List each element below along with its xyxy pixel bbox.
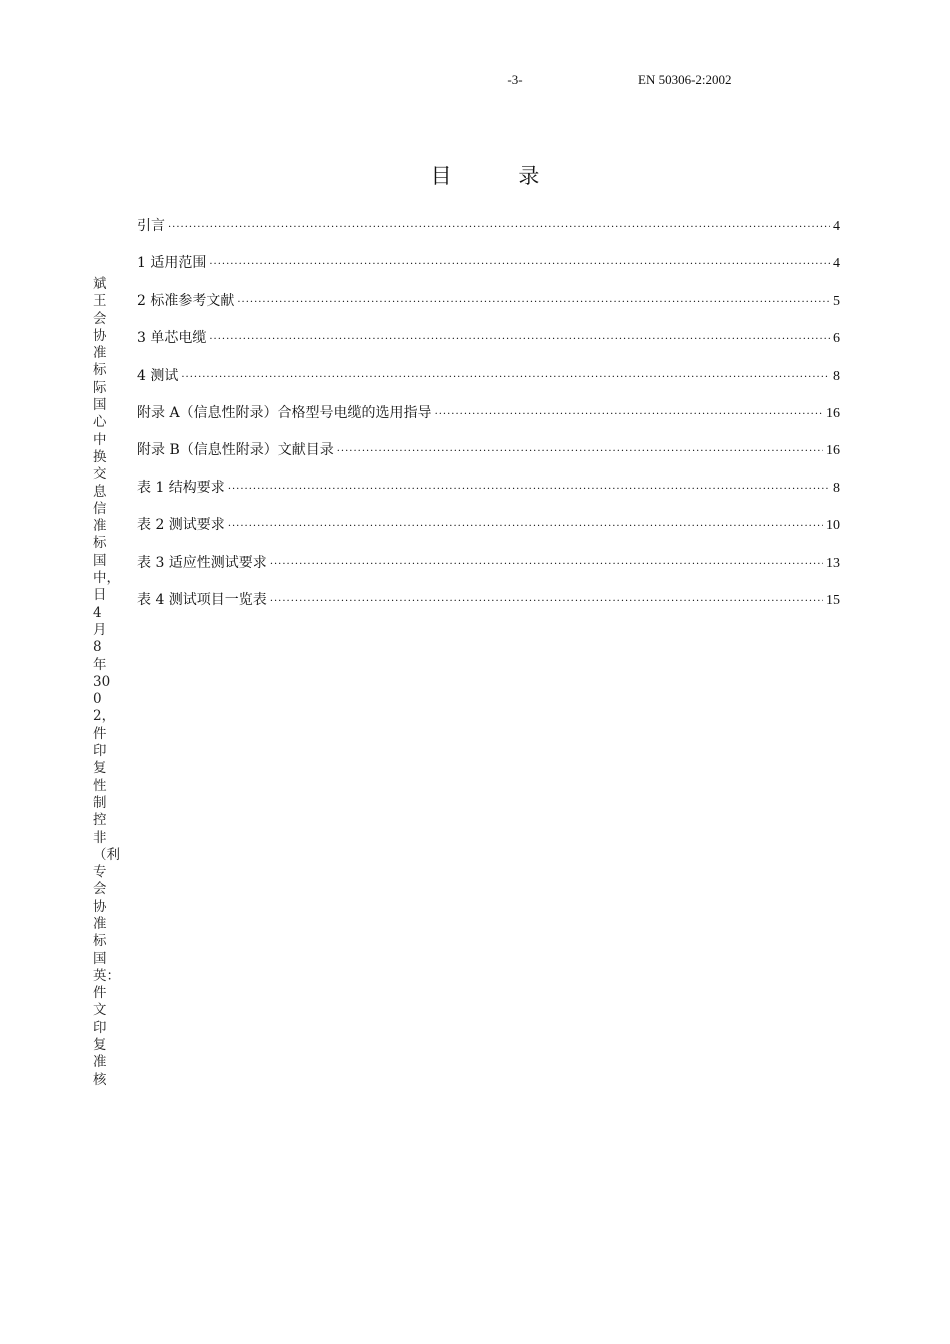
toc-entry[interactable] bbox=[137, 291, 840, 328]
toc-entry-label: 表 2 测试要求 bbox=[137, 517, 225, 534]
toc-entry-label: 表 1 结构要求 bbox=[137, 479, 225, 496]
toc-entry-label: 2 标准参考文献 bbox=[137, 292, 235, 309]
standard-id: EN 50306-2:2002 bbox=[638, 72, 732, 87]
toc-dot-leader bbox=[270, 592, 823, 612]
toc-entry-page: 8 bbox=[833, 368, 840, 384]
toc-entry[interactable] bbox=[137, 590, 840, 627]
toc-entry[interactable] bbox=[137, 553, 840, 590]
toc-entry-page: 16 bbox=[826, 405, 840, 421]
toc-entry[interactable] bbox=[137, 478, 840, 515]
toc-entry-page: 5 bbox=[833, 293, 840, 309]
toc-dot-leader bbox=[209, 330, 830, 350]
toc-entry[interactable] bbox=[137, 515, 840, 552]
toc-entry[interactable] bbox=[137, 366, 840, 403]
toc-entry-label: 1 适用范围 bbox=[137, 255, 207, 272]
toc-entry-label: 4 测试 bbox=[137, 367, 179, 384]
toc-entry-label: 表 4 测试项目一览表 bbox=[137, 591, 267, 608]
toc-entry-page: 16 bbox=[826, 443, 840, 459]
toc-dot-leader bbox=[181, 368, 830, 388]
side-watermark-stamp: 斌王 会协准标际国心中换交息信准标国中，日4月8年3002，件印复性制控非（利专会协准标国英：件文印复准核 bbox=[93, 276, 120, 1088]
toc-list bbox=[137, 216, 840, 627]
toc-entry-label: 附录 B（信息性附录）文献目录 bbox=[137, 442, 334, 459]
toc-dot-leader bbox=[228, 517, 823, 537]
toc-dot-leader bbox=[237, 293, 830, 313]
toc-entry-label: 表 3 适应性测试要求 bbox=[137, 554, 267, 571]
toc-dot-leader bbox=[168, 218, 830, 238]
toc-entry-label: 附录 A（信息性附录）合格型号电缆的选用指导 bbox=[137, 404, 432, 421]
toc-entry-page: 6 bbox=[833, 331, 840, 347]
toc-entry[interactable] bbox=[137, 440, 840, 477]
toc-entry-page: 4 bbox=[833, 219, 840, 234]
page-number: -3- bbox=[507, 72, 523, 87]
toc-dot-leader bbox=[209, 255, 830, 275]
toc-entry-label: 引言 bbox=[137, 218, 165, 234]
toc-dot-leader bbox=[228, 480, 830, 500]
toc-dot-leader bbox=[270, 555, 823, 575]
toc-entry-page: 4 bbox=[833, 256, 840, 272]
toc-entry-page: 8 bbox=[833, 480, 840, 496]
toc-entry[interactable] bbox=[137, 403, 840, 440]
toc-entry-page: 13 bbox=[826, 555, 840, 571]
toc-title: 目 录 bbox=[430, 164, 570, 188]
toc-entry-page: 10 bbox=[826, 518, 840, 534]
toc-entry-label: 3 单芯电缆 bbox=[137, 330, 207, 347]
toc-entry-page: 15 bbox=[826, 592, 840, 608]
toc-dot-leader bbox=[435, 405, 823, 425]
toc-entry[interactable] bbox=[137, 216, 840, 253]
toc-entry[interactable] bbox=[137, 328, 840, 365]
toc-dot-leader bbox=[337, 442, 823, 462]
toc-entry[interactable] bbox=[137, 253, 840, 290]
